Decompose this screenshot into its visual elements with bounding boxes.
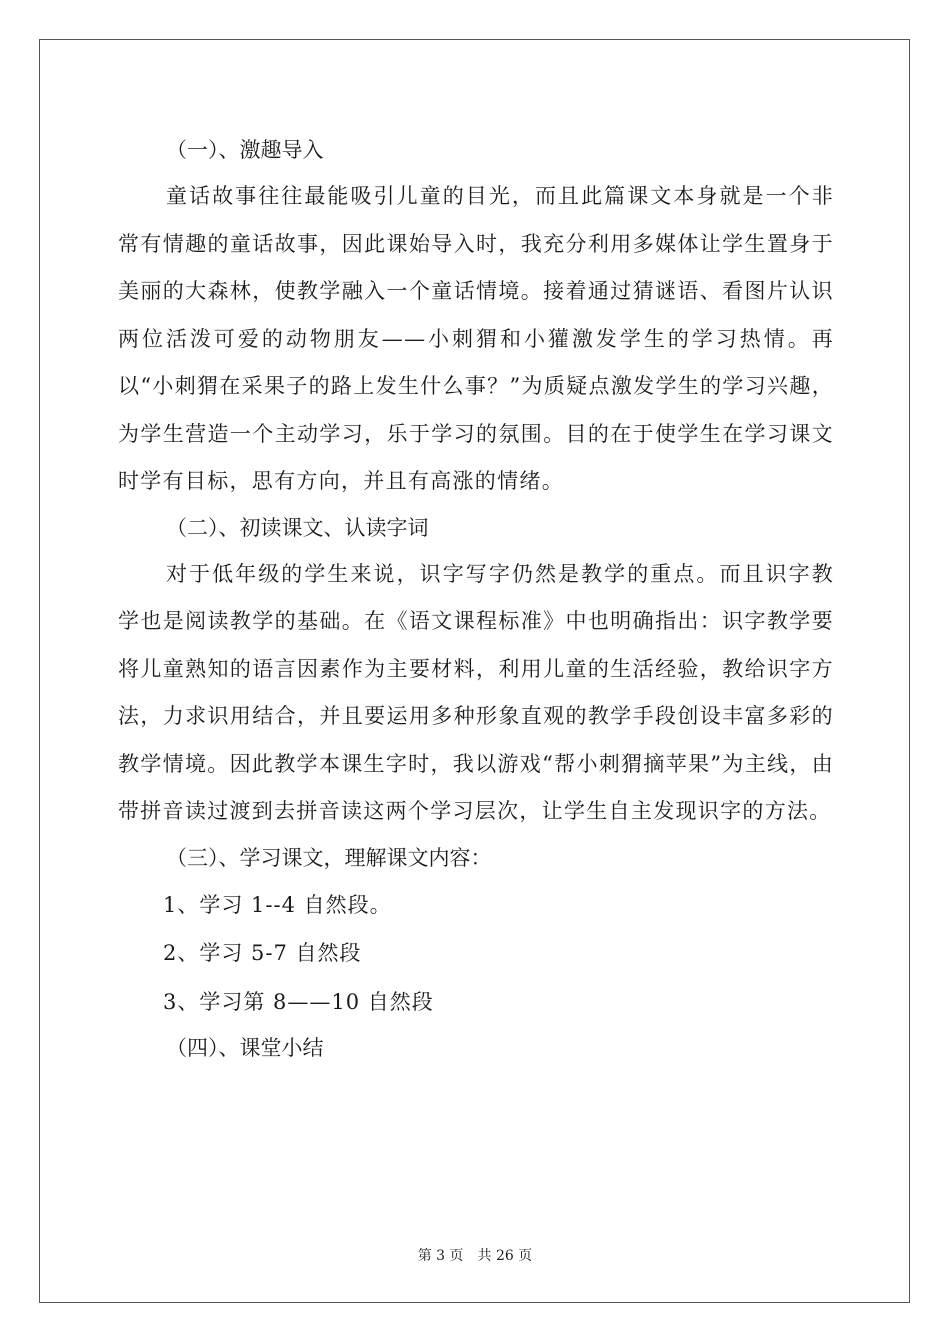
page-footer xyxy=(0,1245,950,1265)
section-heading-3: （三）、学习课文，理解课文内容： xyxy=(166,845,492,870)
list-item: 2、学习 5-7 自然段 xyxy=(163,941,362,965)
page-number: 第 3 页 xyxy=(417,1248,464,1264)
section-heading-4: （四）、课堂小结 xyxy=(166,1036,324,1060)
section-paragraph-2: 对于低年级的学生来说，识字写字仍然是教学的重点。而且识字教学也是阅读教学的基础。在《语文课程标准》中也明确指出：识字教学要将儿童熟知的语言因素作为主要材料，利用儿童的生活经验，教给识字方法，力求识用结合，并且要运用多种形象直观的教学手段创设丰富多彩的教学情境。因此教学本课生字时，我以游戏“帮小刺猬摘苹果”为主线，由带拼音读过渡到去拼音读这两个学习层次，让学生自主发现识字的方法。 xyxy=(118,561,834,823)
document-body xyxy=(118,128,834,1071)
section-paragraph-1: 童话故事往往最能吸引儿童的目光，而且此篇课文本身就是一个非常有情趣的童话故事，因此课始导入时，我充分利用多媒体让学生置身于美丽的大森林，使教学融入一个童话情境。接着通过猜谜语、看图片认识两位活泼可爱的动物朋友——小刺猬和小獾激发学生的学习热情。再以“小刺猬在采果子的路上发生什么事？”为质疑点激发学生的学习兴趣，为学生营造一个主动学习，乐于学习的氛围。目的在于使学生在学习课文时学有目标，思有方向，并且有高涨的情绪。 xyxy=(118,184,834,493)
list-item: 1、学习 1--4 自然段。 xyxy=(163,892,392,917)
section-heading-2: （二）、初读课文、认读字词 xyxy=(166,515,429,540)
page-total: 共 26 页 xyxy=(477,1248,533,1264)
list-item: 3、学习第 8——10 自然段 xyxy=(163,989,434,1014)
section-heading-1: （一）、激趣导入 xyxy=(166,138,324,162)
